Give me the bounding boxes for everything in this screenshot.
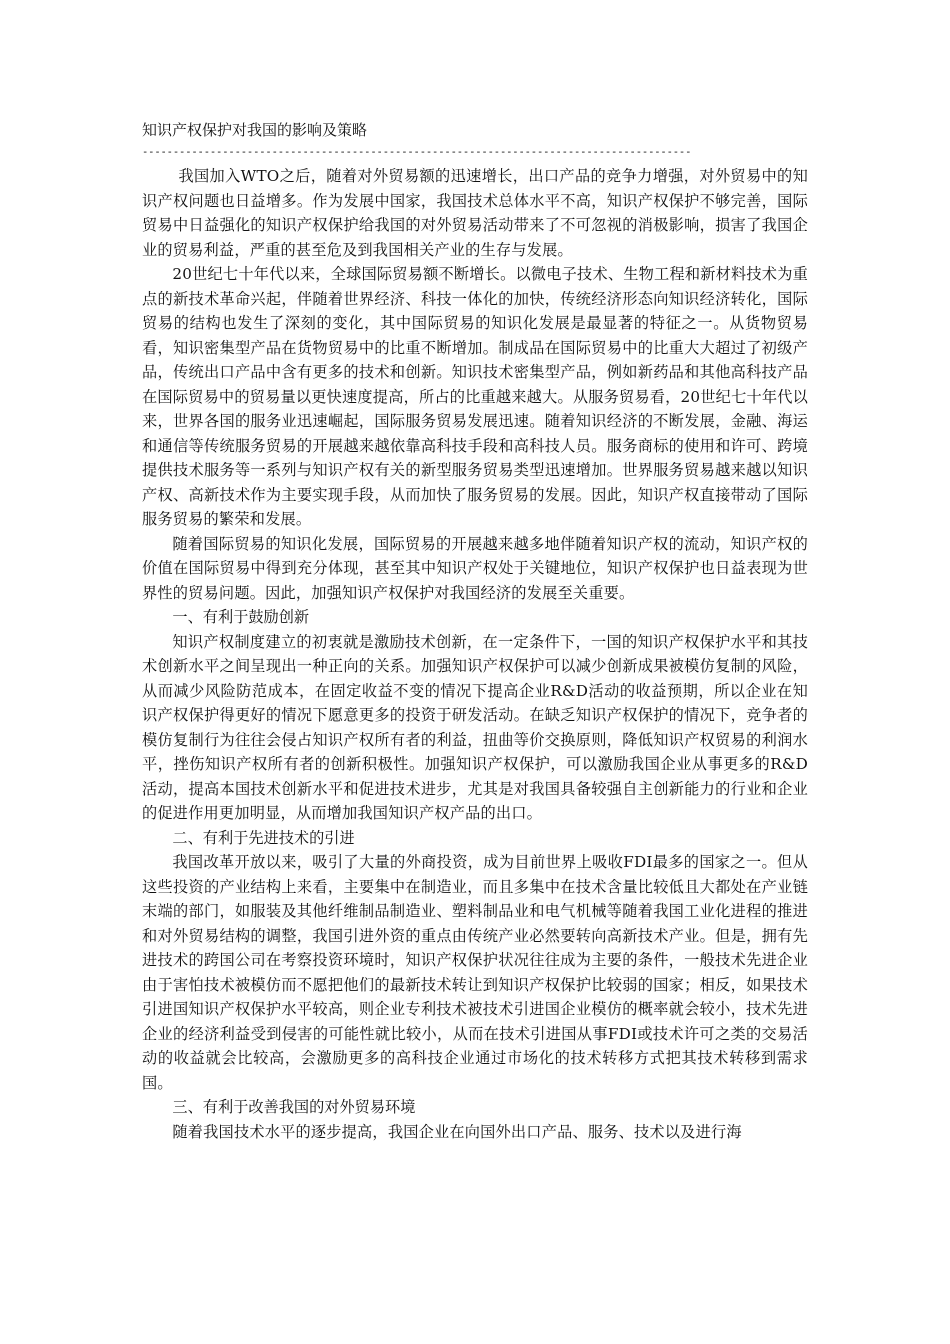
title-divider: ----------------------------------------------------------------------------------------- [142,146,692,158]
paragraph-intro: 我国加入WTO之后，随着对外贸易额的迅速增长，出口产品的竞争力增强，对外贸易中的知识产权问题也日益增多。作为发展中国家，我国技术总体水平不高，知识产权保护不够完善，国际贸易中日益强化的知识产权保护给我国的对外贸易活动带来了不可忽视的消极影响，损害了我国企业的贸易利益，严重的甚至危及到我国相关产业的生存与发展。 [142,167,808,259]
paragraph-technology: 我国改革开放以来，吸引了大量的外商投资，成为目前世界上吸收FDI最多的国家之一。但从这些投资的产业结构上来看，主要集中在制造业，而且多集中在技术含量比较低且大都处在产业链末端的部门，如服装及其他纤维制品制造业、塑料制品业和电气机械等随着我国工业化进程的推进和对外贸易结构的调整，我国引进外资的重点由传统产业必然要转向高新技术产业。但是，拥有先进技术的跨国公司在考察投资环境时，知识产权保护状况往往成为主要的条件，一般技术先进企业由于害怕技术被模仿而不愿把他们的最新技术转让到知识产权保护比较弱的国家；相反，如果技术引进国知识产权保护水平较高，则企业专利技术被技术引进国企业模仿的概率就会较小，技术先进企业的经济利益受到侵害的可能性就比较小，从而在技术引进国从事FDI或技术许可之类的交易活动的收益就会比较高，会激励更多的高科技企业通过市场化的技术转移方式把其技术转移到需求国。 [142,853,808,1092]
paragraph-trade-environment: 随着我国技术水平的逐步提高，我国企业在向国外出口产品、服务、技术以及进行海 [172,1122,742,1141]
document-page [142,120,808,1144]
paragraph-ip-importance: 随着国际贸易的知识化发展，国际贸易的开展越来越多地伴随着知识产权的流动，知识产权的价值在国际贸易中得到充分体现，甚至其中知识产权处于关键地位，知识产权保护也日益表现为世界性的贸易问题。因此，加强知识产权保护对我国经济的发展至关重要。 [142,534,808,602]
section-heading-innovation: 一、有利于鼓励创新 [172,608,310,626]
section-heading-trade-environment: 三、有利于改善我国的对外贸易环境 [172,1098,416,1116]
document-title: 知识产权保护对我国的影响及策略 [142,121,368,139]
section-heading-technology: 二、有利于先进技术的引进 [172,828,355,847]
paragraph-trade-knowledge: 20世纪七十年代以来，全球国际贸易额不断增长。以微电子技术、生物工程和新材料技术为重点的新技术革命兴起，伴随着世界经济、科技一体化的加快，传统经济形态向知识经济转化，国际贸易的结构也发生了深刻的变化，其中国际贸易的知识化发展是最显著的特征之一。从货物贸易看，知识密集型产品在货物贸易中的比重不断增加。制成品在国际贸易中的比重大大超过了初级产品，传统出口产品中含有更多的技术和创新。知识技术密集型产品，例如新药品和其他高科技产品在国际贸易中的贸易量以更快速度提高，所占的比重越来越大。从服务贸易看，20世纪七十年代以来，世界各国的服务业迅速崛起，国际服务贸易发展迅速。随着知识经济的不断发展，金融、海运和通信等传统服务贸易的开展越来越依靠高科技手段和高科技人员。服务商标的使用和许可、跨境提供技术服务等一系列与知识产权有关的新型服务贸易类型迅速增加。世界服务贸易越来越以知识产权、高新技术作为主要实现手段，从而加快了服务贸易的发展。因此，知识产权直接带动了国际服务贸易的繁荣和发展。 [142,265,809,528]
paragraph-innovation: 知识产权制度建立的初衷就是激励技术创新，在一定条件下，一国的知识产权保护水平和其技术创新水平之间呈现出一种正向的关系。加强知识产权保护可以减少创新成果被模仿复制的风险，从而减少风险防范成本，在固定收益不变的情况下提高企业R&D活动的收益预期，所以企业在知识产权保护得更好的情况下愿意更多的投资于研发活动。在缺乏知识产权保护的情况下，竞争者的模仿复制行为往往会侵占知识产权所有者的利益，扭曲等价交换原则，降低知识产权贸易的利润水平，挫伤知识产权所有者的创新积极性。加强知识产权保护，可以激励我国企业从事更多的R&D活动，提高本国技术创新水平和促进技术进步，尤其是对我国具备较强自主创新能力的行业和企业的促进作用更加明显，从而增加我国知识产权产品的出口。 [142,632,808,822]
